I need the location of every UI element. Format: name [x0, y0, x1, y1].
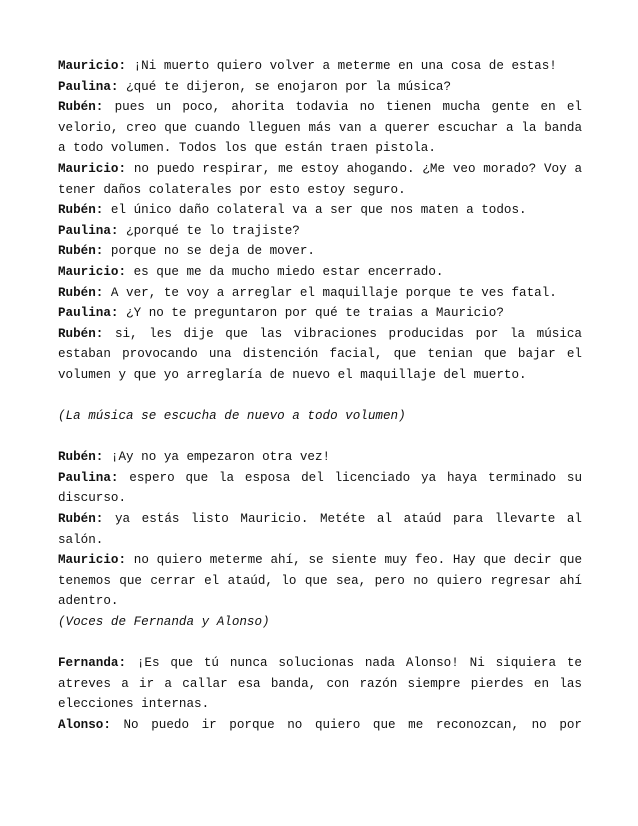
dialogue-text: el único daño colateral va a ser que nos maten a todos.	[103, 203, 527, 218]
dialogue-text: ¿Y no te preguntaron por qué te traias a Mauricio?	[118, 306, 504, 321]
dialogue-line	[58, 97, 582, 118]
dialogue-line	[58, 138, 582, 159]
dialogue-text: A ver, te voy a arreglar el maquillaje porque te ves fatal.	[103, 285, 557, 300]
speaker-name: Fernanda:	[58, 656, 127, 671]
dialogue-text: velorio, creo que cuando lleguen más van a querer escuchar a la banda	[58, 120, 582, 135]
dialogue-text: ¡Ay no ya empezaron otra vez!	[103, 450, 331, 465]
speaker-name: Paulina:	[58, 79, 119, 94]
dialogue-line	[58, 530, 582, 551]
dialogue-line	[58, 591, 582, 612]
dialogue-text: porque no se deja de mover.	[103, 244, 315, 259]
dialogue-text: no puedo respirar, me estoy ahogando. ¿Me veo morado? Voy a	[126, 161, 582, 176]
dialogue-line	[58, 283, 582, 304]
dialogue-line	[58, 221, 582, 242]
speaker-name: Rubén:	[58, 285, 104, 300]
blank-line	[58, 386, 582, 407]
dialogue-line	[58, 571, 582, 592]
speaker-name: Mauricio:	[58, 553, 127, 568]
dialogue-line	[58, 180, 582, 201]
dialogue-text: discurso.	[58, 491, 127, 506]
dialogue-text: salón.	[58, 532, 104, 547]
dialogue-line	[58, 344, 582, 365]
script-page	[58, 56, 582, 736]
dialogue-text: volumen y que yo arreglaría de nuevo el maquillaje del muerto.	[58, 367, 527, 382]
dialogue-line	[58, 674, 582, 695]
speaker-name: Paulina:	[58, 306, 119, 321]
dialogue-text: es que me da mucho miedo estar encerrado.	[126, 264, 444, 279]
dialogue-text: si, les dije que las vibraciones producidas por la música	[103, 326, 582, 341]
dialogue-line	[58, 447, 582, 468]
dialogue-line	[58, 324, 582, 345]
speaker-name: Mauricio:	[58, 161, 127, 176]
dialogue-line	[58, 200, 582, 221]
speaker-name: Mauricio:	[58, 264, 127, 279]
speaker-name: Mauricio:	[58, 59, 127, 73]
dialogue-line	[58, 118, 582, 139]
dialogue-line	[58, 653, 582, 674]
dialogue-text: ¿qué te dijeron, se enojaron por la música?	[118, 79, 451, 94]
speaker-name: Rubén:	[58, 450, 104, 465]
dialogue-text: atreves a ir a callar esa banda, con razón siempre pierdes en las	[58, 676, 582, 691]
dialogue-line	[58, 262, 582, 283]
dialogue-line	[58, 715, 582, 736]
speaker-name: Rubén:	[58, 244, 104, 259]
dialogue-line	[58, 694, 582, 715]
dialogue-text: adentro.	[58, 594, 119, 609]
dialogue-text: No puedo ir porque no quiero que me reconozcan, no por	[110, 718, 582, 732]
dialogue-text: ¿porqué te lo trajiste?	[118, 223, 300, 238]
speaker-name: Rubén:	[58, 326, 104, 341]
speaker-name: Rubén:	[58, 203, 104, 218]
speaker-name: Paulina:	[58, 470, 119, 485]
speaker-name: Rubén:	[58, 100, 104, 115]
blank-line	[58, 633, 582, 654]
blank-line	[58, 427, 582, 448]
dialogue-line	[58, 159, 582, 180]
dialogue-text: ¡Ni muerto quiero volver a meterme en una cosa de estas!	[126, 59, 557, 73]
dialogue-text: no quiero meterme ahí, se siente muy feo. Hay que decir que	[126, 553, 582, 568]
speaker-name: Rubén:	[58, 512, 104, 527]
dialogue-line	[58, 550, 582, 571]
speaker-name: Paulina:	[58, 223, 119, 238]
dialogue-text: espero que la esposa del licenciado ya haya terminado su	[118, 470, 582, 485]
dialogue-text: a todo volumen. Todos los que están traen pistola.	[58, 141, 436, 156]
dialogue-text: ya estás listo Mauricio. Metéte al ataúd para llevarte al	[103, 512, 582, 527]
dialogue-text: tener daños colaterales por esto estoy seguro.	[58, 182, 406, 197]
stage-direction: (La música se escucha de nuevo a todo volumen)	[58, 409, 406, 424]
dialogue-line	[58, 56, 582, 77]
dialogue-text: elecciones internas.	[58, 697, 210, 712]
dialogue-line	[58, 509, 582, 530]
speaker-name: Alonso:	[58, 718, 111, 732]
dialogue-line	[58, 241, 582, 262]
dialogue-line	[58, 77, 582, 98]
dialogue-text: tenemos que cerrar el ataúd, lo que sea, pero no quiero regresar ahí	[58, 573, 582, 588]
dialogue-line	[58, 488, 582, 509]
dialogue-line	[58, 468, 582, 489]
dialogue-text: ¡Es que tú nunca solucionas nada Alonso! Ni siquiera te	[126, 656, 582, 671]
dialogue-line	[58, 365, 582, 386]
dialogue-line	[58, 303, 582, 324]
stage-direction: (Voces de Fernanda y Alonso)	[58, 615, 270, 630]
dialogue-text: pues un poco, ahorita todavia no tienen mucha gente en el	[103, 100, 582, 115]
dialogue-text: estaban provocando una distención facial, que tenian que bajar el	[58, 347, 582, 362]
